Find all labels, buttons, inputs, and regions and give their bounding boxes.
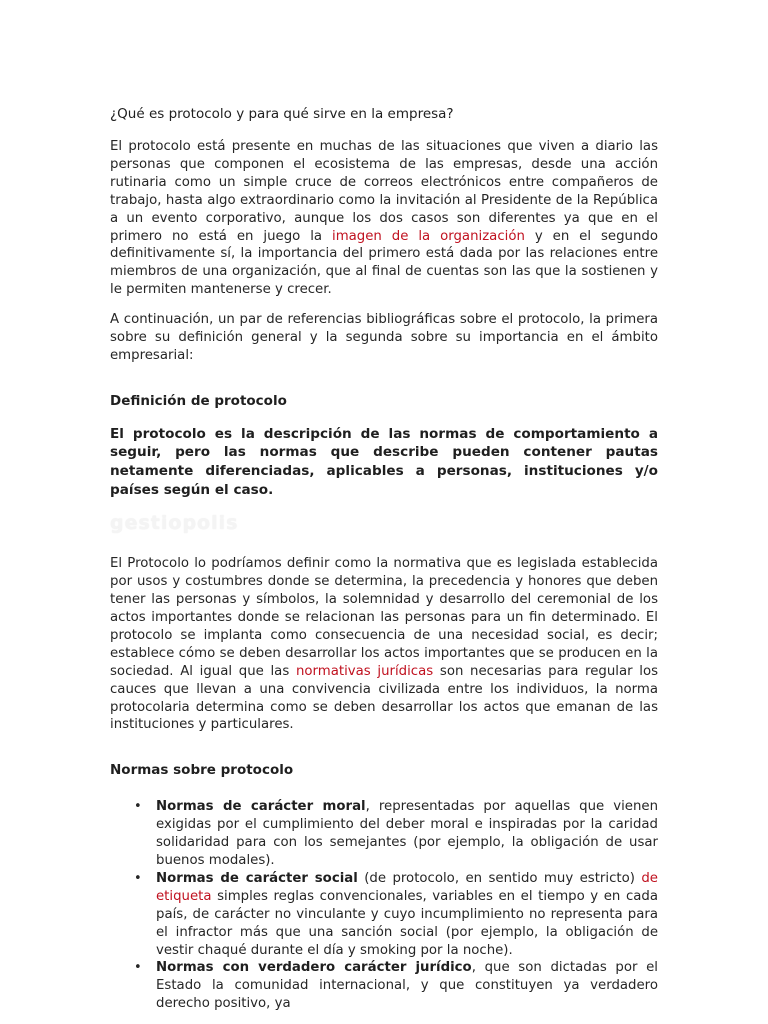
bullet-icon: • xyxy=(134,960,142,976)
section-heading-definicion: Definición de protocolo xyxy=(110,392,287,409)
list-item-bold: Normas de carácter moral xyxy=(156,799,366,815)
list-item xyxy=(110,959,658,1013)
list-item-bold: Normas de carácter social xyxy=(156,870,358,886)
intro-text-after: y en el segundo definitivamente sí, la importancia del primero está dada por las relaciones entre miembros de una organización, que al final de cuentas son las que la sostienen y le permiten mantenerse y crecer. xyxy=(110,228,658,298)
references-paragraph: A continuación, un par de referencias bibliográficas sobre el protocolo, la primera sobre su definición general y la segunda sobre su importancia en el ámbito empresarial: xyxy=(110,312,658,363)
list-item-text: , representadas por aquellas que vienen exigidas por el cumplimiento del deber moral e inspiradas por la caridad solidaridad para con los semejantes (por ejemplo, la obligación de usar buenos modales). xyxy=(156,799,658,869)
bullet-icon: • xyxy=(134,870,142,886)
normas-list xyxy=(110,798,658,1013)
protocolo-text-after: son necesarias para regular los cauces que llevan a una convivencia civilizada entre los individuos, la norma protocolaria determina como se deben desarrollar los actos que emanan de las instituciones y particulares. xyxy=(110,663,659,733)
section-heading-normas: Normas sobre protocolo xyxy=(110,762,294,779)
list-item-bold: Normas con verdadero carácter jurídico xyxy=(156,960,472,976)
bullet-icon: • xyxy=(134,799,142,815)
list-item xyxy=(110,870,658,960)
document-page xyxy=(110,104,658,1013)
link-normativas-juridicas[interactable]: normativas jurídicas xyxy=(295,663,434,679)
protocolo-definition-paragraph xyxy=(110,555,658,734)
protocolo-text-before: El Protocolo lo podríamos definir como la normativa que es legislada establecida por usos y costumbres donde se determina, la precedencia y honores que deben tener las personas y símbolos, la solemnidad y desarrollo del ceremonial de los actos importantes donde se relacionan las personas para un fin determinado. El protocolo se implanta como consecuencia de una necesidad social, es decir; establece cómo se deben desarrollar los actos importantes que se producen en la sociedad. Al igual que las xyxy=(110,556,658,679)
definition-quote: El protocolo es la descripción de las normas de comportamiento a seguir, pero las normas que describe pueden contener pautas netamente diferenciadas, aplicables a personas, instituciones y/o países según el caso. xyxy=(110,425,658,498)
list-item-text: (de protocolo, en sentido muy estricto) xyxy=(357,870,642,886)
watermark-logo: gestiopolis xyxy=(110,512,239,535)
intro-paragraph xyxy=(110,138,658,299)
link-de-etiqueta[interactable]: de etiqueta xyxy=(156,870,658,904)
page-title: ¿Qué es protocolo y para qué sirve en la empresa? xyxy=(110,106,454,122)
link-imagen-organizacion[interactable]: imagen de la organización xyxy=(332,228,525,244)
list-item xyxy=(110,798,658,870)
list-item-text: , que son dictadas por el Estado la comunidad internacional, y que constituyen ya verdadero derecho positivo, ya xyxy=(156,960,659,1012)
intro-text-before: El protocolo está presente en muchas de las situaciones que viven a diario las personas que componen el ecosistema de las empresas, desde una acción rutinaria como un simple cruce de correos electrónicos entre compañeros de trabajo, hasta algo extraordinario como la invitación al Presidente de la República a un evento corporativo, aunque los dos casos son diferentes ya que en el primero no está en juego la xyxy=(110,139,658,244)
list-item-text-after: simples reglas convencionales, variables en el tiempo y en cada país, de carácter no vinculante y cuyo incumplimiento no representa para el infractor más que una sanción social (por ejemplo, la obligación de vestir chaqué durante el día y smoking por la noche). xyxy=(156,888,658,958)
